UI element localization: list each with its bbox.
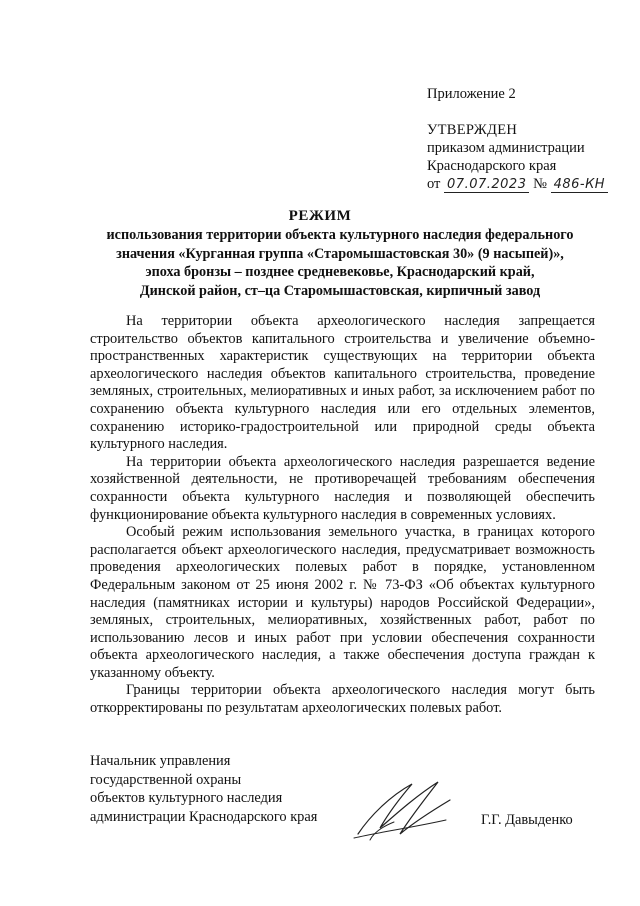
approval-block bbox=[427, 121, 608, 194]
order-date: 07.07.2023 bbox=[444, 177, 529, 193]
handwritten-signature bbox=[350, 776, 460, 846]
document-subtitle bbox=[80, 226, 600, 300]
position-line-4: администрации Краснодарского края bbox=[90, 808, 318, 825]
signatory-position bbox=[90, 752, 317, 826]
position-line-2: государственной охраны bbox=[90, 771, 242, 788]
order-prefix: от bbox=[427, 176, 441, 192]
approved-line-1: приказом администрации bbox=[427, 140, 585, 156]
appendix-label: Приложение 2 bbox=[427, 86, 516, 102]
subtitle-line-1: использования территории объекта культурного наследия федерального bbox=[106, 227, 574, 243]
position-line-3: объектов культурного наследия bbox=[90, 790, 283, 806]
order-number: 486-КН bbox=[551, 177, 609, 193]
approved-title: УТВЕРЖДЕН bbox=[427, 122, 518, 138]
signer-name: Г.Г. Давыденко bbox=[481, 812, 573, 828]
subtitle-line-3: эпоха бронзы – позднее средневековье, Краснодарский край, bbox=[145, 264, 535, 280]
body-paragraph-3: Особый режим использования земельного участка, в границах которого располагается объект археологического наследия, предусматривает возможность проведения археологических полевых работ в порядке, установленном Федеральным законом от 25 июня 2002 г. № 73-ФЗ «Об объектах культурного наследия (памятниках истории и культуры) народов Российской Федерации», земляных, строительных, мелиоративных, хозяйственных работ, работ по использованию лесов и иных работ при условии обеспечения сохранности объекта археологического наследия, а также обеспечения доступа граждан к указанному объекту. bbox=[90, 524, 595, 681]
position-line-1: Начальник управления bbox=[90, 753, 231, 769]
approved-line-2: Краснодарского края bbox=[427, 158, 557, 174]
order-line bbox=[427, 175, 608, 194]
document-body bbox=[90, 313, 595, 718]
document-title: РЕЖИМ bbox=[288, 208, 352, 224]
subtitle-line-4: Динской район, ст–ца Старомышастовская, кирпичный завод bbox=[139, 282, 541, 299]
body-paragraph-1: На территории объекта археологического наследия запрещается строительство объектов капитального строительства и увеличение объемно-пространственных характеристик существующих на территории объекта археологического наследия объектов капитального строительства, проведение земляных, строительных, мелиоративных и иных работ, за исключением работ по сохранению объекта культурного наследия или его отдельных элементов, сохранению историко-градостроительной или природной среды объекта культурного наследия. bbox=[90, 313, 595, 453]
subtitle-line-2: значения «Курганная группа «Старомышастовская 30» (9 насыпей)», bbox=[116, 245, 564, 262]
body-paragraph-4: Границы территории объекта археологического наследия могут быть откорректированы по результатам археологических полевых работ. bbox=[90, 682, 595, 717]
body-paragraph-2: На территории объекта археологического наследия разрешается ведение хозяйственной деятельности, не противоречащей требованиям обеспечения сохранности объекта культурного наследия и позволяющей обеспечить функционирование объекта культурного наследия в современных условиях. bbox=[90, 453, 595, 523]
order-number-prefix: № bbox=[533, 176, 547, 192]
